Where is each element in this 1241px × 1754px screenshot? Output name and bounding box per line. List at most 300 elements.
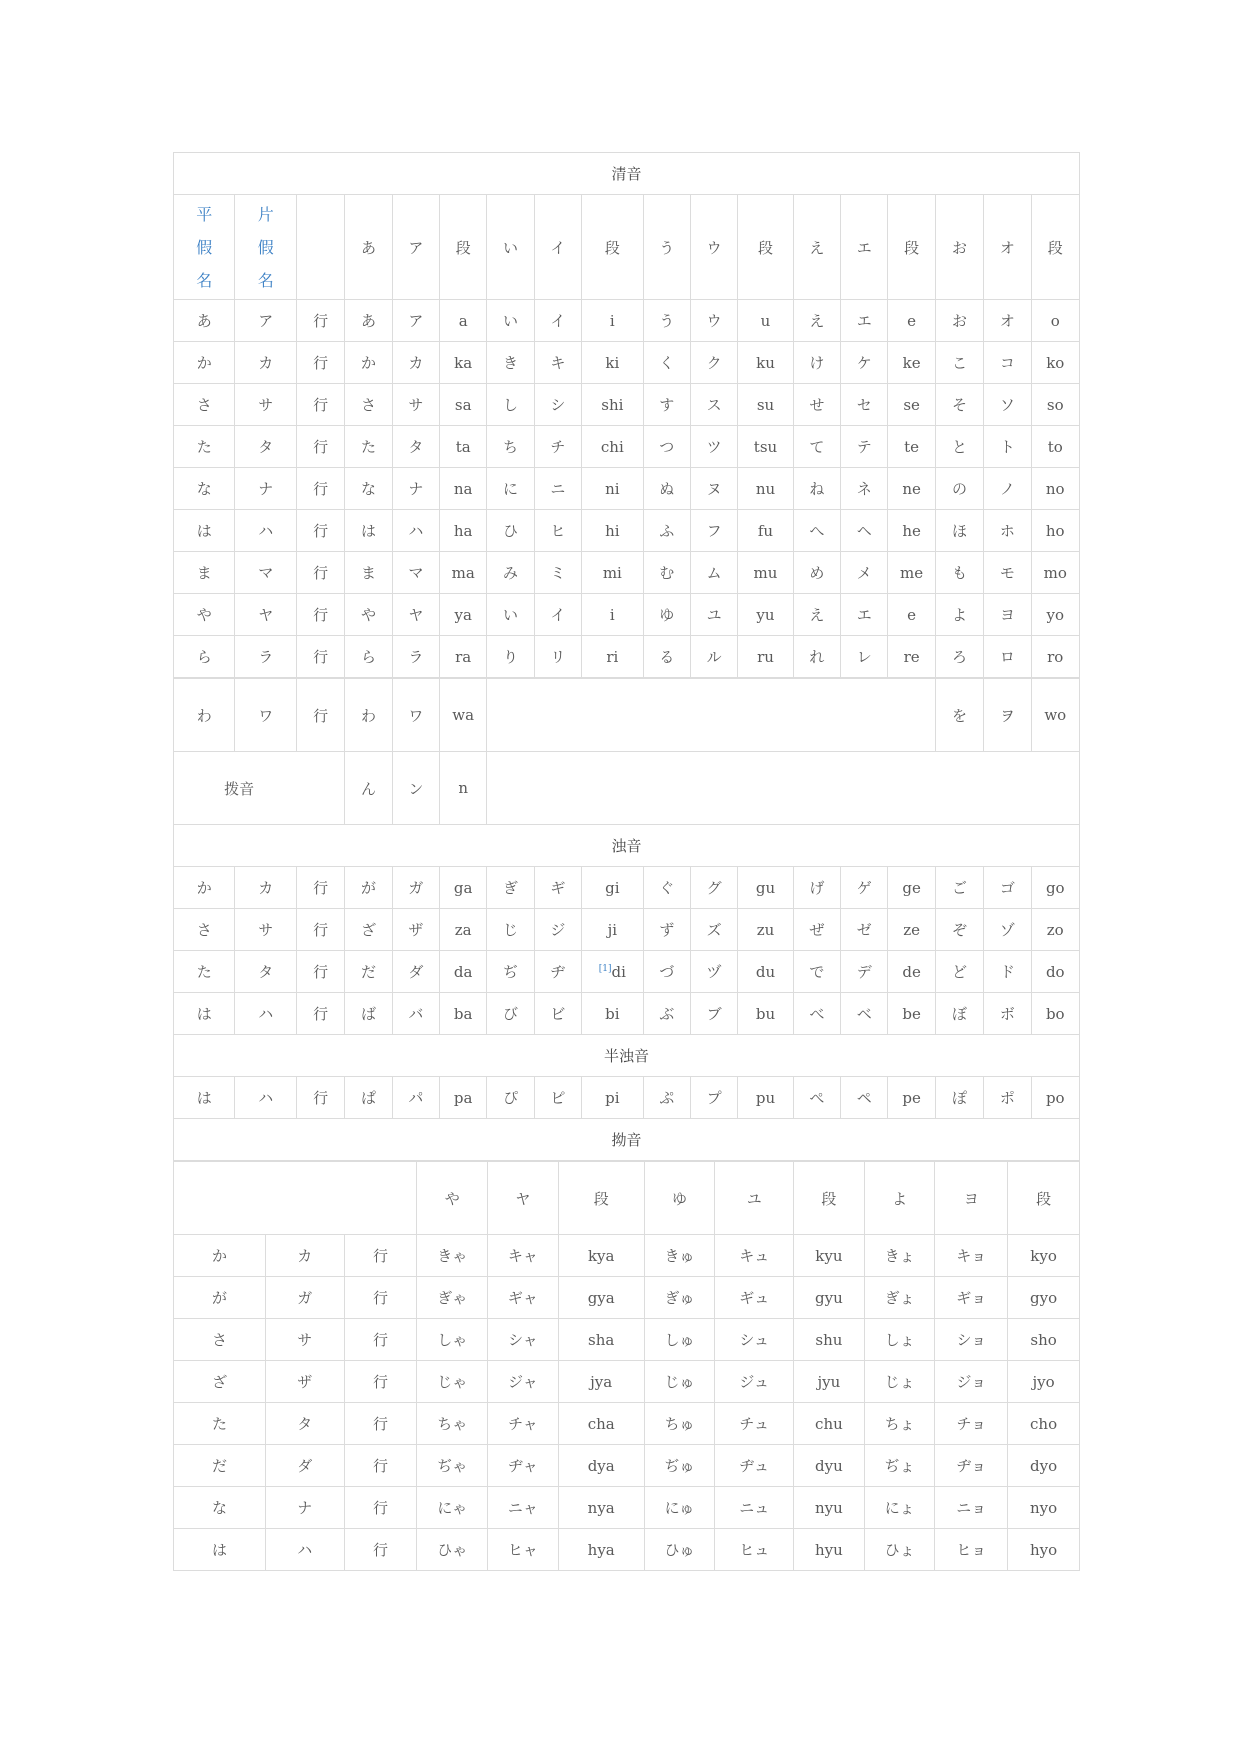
- cell: モ: [984, 552, 1031, 594]
- cell: チュ: [715, 1403, 794, 1445]
- cell: フ: [690, 510, 737, 552]
- cell: 行: [344, 1235, 417, 1277]
- cell: サ: [265, 1319, 344, 1361]
- cell: ぢょ: [864, 1445, 935, 1487]
- cell: は: [174, 1529, 266, 1571]
- cell: ハ: [235, 510, 296, 552]
- table-row: [174, 552, 1080, 594]
- table-row: [174, 426, 1080, 468]
- cell: え: [793, 300, 840, 342]
- cell: ゴ: [984, 867, 1031, 909]
- cell: げ: [793, 867, 840, 909]
- seion-extra-table: [173, 678, 1080, 1161]
- cell: 行: [344, 1277, 417, 1319]
- cell: イ: [534, 594, 581, 636]
- cell: ほ: [935, 510, 983, 552]
- cell: 行: [296, 594, 344, 636]
- cell: る: [643, 636, 690, 678]
- cell: de: [888, 951, 935, 993]
- cell: ヅ: [690, 951, 737, 993]
- cell: ぐ: [643, 867, 690, 909]
- cell: 行: [296, 909, 344, 951]
- cell: や: [345, 594, 392, 636]
- table-row: [174, 510, 1080, 552]
- cell: ヤ: [235, 594, 296, 636]
- katakana-header-char: 名: [257, 270, 274, 290]
- katakana-header-char: 片: [257, 204, 274, 224]
- cell: さ: [345, 384, 392, 426]
- cell: グ: [690, 867, 737, 909]
- cell: ヒョ: [935, 1529, 1008, 1571]
- cell: gyo: [1008, 1277, 1080, 1319]
- cell: ギュ: [715, 1277, 794, 1319]
- cell: wa: [440, 679, 487, 752]
- cell: ハ: [235, 1077, 296, 1119]
- cell: cho: [1008, 1403, 1080, 1445]
- cell: ス: [690, 384, 737, 426]
- cell: ベ: [841, 993, 888, 1035]
- cell: mu: [738, 552, 793, 594]
- cell: ニュ: [715, 1487, 794, 1529]
- column-header: 段: [558, 1162, 644, 1235]
- cell: 行: [296, 867, 344, 909]
- cell: は: [345, 510, 392, 552]
- cell: く: [643, 342, 690, 384]
- cell: ゼ: [841, 909, 888, 951]
- cell: ぷ: [643, 1077, 690, 1119]
- table-row: [174, 1487, 1080, 1529]
- cell: ザ: [392, 909, 439, 951]
- cell: sho: [1008, 1319, 1080, 1361]
- cell: パ: [392, 1077, 439, 1119]
- cell: su: [738, 384, 793, 426]
- cell: テ: [841, 426, 888, 468]
- cell: よ: [935, 594, 983, 636]
- cell: ya: [440, 594, 487, 636]
- cell: ポ: [984, 1077, 1031, 1119]
- cell: ゆ: [643, 594, 690, 636]
- cell: shu: [794, 1319, 865, 1361]
- cell: sha: [558, 1319, 644, 1361]
- cell: べ: [793, 993, 840, 1035]
- cell: 行: [296, 426, 344, 468]
- cell: bo: [1031, 993, 1079, 1035]
- cell: ナ: [235, 468, 296, 510]
- cell: 行: [344, 1403, 417, 1445]
- cell: jyu: [794, 1361, 865, 1403]
- cell: きゃ: [417, 1235, 488, 1277]
- cell: ho: [1031, 510, 1080, 552]
- cell: 行: [296, 342, 344, 384]
- cell: い: [487, 594, 534, 636]
- cell: me: [888, 552, 935, 594]
- cell: be: [888, 993, 935, 1035]
- table-row: [174, 1235, 1080, 1277]
- cell: エ: [841, 300, 888, 342]
- cell: ち: [487, 426, 534, 468]
- cell: チ: [534, 426, 581, 468]
- cell: o: [1031, 300, 1080, 342]
- cell: ギョ: [935, 1277, 1008, 1319]
- cell: ナ: [392, 468, 439, 510]
- cell: nya: [558, 1487, 644, 1529]
- column-header: 段: [582, 195, 643, 300]
- cell: ヒ: [534, 510, 581, 552]
- cell: chu: [794, 1403, 865, 1445]
- cell: hyu: [794, 1529, 865, 1571]
- cell: jya: [558, 1361, 644, 1403]
- cell: ラ: [392, 636, 439, 678]
- column-header: や: [417, 1162, 488, 1235]
- cell: ヌ: [690, 468, 737, 510]
- cell: ぢゅ: [644, 1445, 715, 1487]
- cell: ガ: [392, 867, 439, 909]
- cell: カ: [235, 342, 296, 384]
- cell: ニ: [534, 468, 581, 510]
- cell: マ: [235, 552, 296, 594]
- cell: ku: [738, 342, 793, 384]
- cell: go: [1031, 867, 1079, 909]
- cell: ki: [582, 342, 643, 384]
- cell: ド: [984, 951, 1031, 993]
- cell: に: [487, 468, 534, 510]
- cell: チョ: [935, 1403, 1008, 1445]
- cell: bu: [738, 993, 793, 1035]
- cell: ト: [984, 426, 1031, 468]
- cell: メ: [841, 552, 888, 594]
- cell: ぺ: [793, 1077, 840, 1119]
- cell: は: [174, 510, 235, 552]
- cell: i: [582, 300, 643, 342]
- cell: e: [888, 594, 935, 636]
- cell: の: [935, 468, 983, 510]
- cell: da: [440, 951, 487, 993]
- cell: ヲ: [984, 679, 1031, 752]
- cell: た: [174, 1403, 266, 1445]
- table-row: [174, 1277, 1080, 1319]
- cell: ぢゃ: [417, 1445, 488, 1487]
- cell: は: [174, 993, 235, 1035]
- cell: リ: [534, 636, 581, 678]
- cell: サ: [235, 384, 296, 426]
- seion-table: [173, 152, 1080, 678]
- cell: れ: [793, 636, 840, 678]
- table-row: [174, 951, 1080, 993]
- cell: ハ: [392, 510, 439, 552]
- cell: ブ: [690, 993, 737, 1035]
- youon-header-row: [174, 1162, 1080, 1235]
- cell: あ: [174, 300, 235, 342]
- cell: ホ: [984, 510, 1031, 552]
- cell: ロ: [984, 636, 1031, 678]
- column-header: 段: [794, 1162, 865, 1235]
- cell: ra: [440, 636, 487, 678]
- cell: キャ: [488, 1235, 559, 1277]
- cell: キ: [534, 342, 581, 384]
- cell: ke: [888, 342, 935, 384]
- cell: 行: [296, 1077, 344, 1119]
- cell: こ: [935, 342, 983, 384]
- cell: ze: [888, 909, 935, 951]
- cell: fu: [738, 510, 793, 552]
- cell: た: [174, 951, 235, 993]
- cell: タ: [392, 426, 439, 468]
- hiragana-header-char: 假: [196, 237, 213, 257]
- cell: きゅ: [644, 1235, 715, 1277]
- cell: キョ: [935, 1235, 1008, 1277]
- cell: な: [345, 468, 392, 510]
- cell: ta: [440, 426, 487, 468]
- cell: コ: [984, 342, 1031, 384]
- cell: no: [1031, 468, 1080, 510]
- cell: ク: [690, 342, 737, 384]
- cell: ろ: [935, 636, 983, 678]
- cell: て: [793, 426, 840, 468]
- cell: kya: [558, 1235, 644, 1277]
- cell: ネ: [841, 468, 888, 510]
- cell: が: [174, 1277, 266, 1319]
- cell: pe: [888, 1077, 935, 1119]
- table-row: [174, 867, 1080, 909]
- katakana-header-link[interactable]: [235, 195, 296, 300]
- cell: レ: [841, 636, 888, 678]
- cell: め: [793, 552, 840, 594]
- cell: nyu: [794, 1487, 865, 1529]
- cell: そ: [935, 384, 983, 426]
- cell: 行: [344, 1529, 417, 1571]
- header-empty-cell: [296, 195, 344, 300]
- cell: か: [174, 867, 235, 909]
- table-row: [174, 342, 1080, 384]
- cell: ヂュ: [715, 1445, 794, 1487]
- cell: ko: [1031, 342, 1080, 384]
- cell: kyu: [794, 1235, 865, 1277]
- cell: hyo: [1008, 1529, 1080, 1571]
- column-header: お: [935, 195, 983, 300]
- cell: た: [174, 426, 235, 468]
- cell: ワ: [235, 679, 296, 752]
- column-header: オ: [984, 195, 1031, 300]
- cell: を: [935, 679, 983, 752]
- cell: ヨ: [984, 594, 1031, 636]
- cell: ざ: [345, 909, 392, 951]
- cell: ヤ: [392, 594, 439, 636]
- cell: カ: [235, 867, 296, 909]
- cell: [582, 951, 643, 993]
- cell: he: [888, 510, 935, 552]
- cell: マ: [392, 552, 439, 594]
- cell: ア: [235, 300, 296, 342]
- cell: du: [738, 951, 793, 993]
- cell: ヂョ: [935, 1445, 1008, 1487]
- cell: 行: [296, 300, 344, 342]
- cell: な: [174, 1487, 266, 1529]
- cell: つ: [643, 426, 690, 468]
- cell: 行: [344, 1361, 417, 1403]
- cell: か: [174, 1235, 266, 1277]
- cell: へ: [793, 510, 840, 552]
- cell: も: [935, 552, 983, 594]
- cell: タ: [265, 1403, 344, 1445]
- cell: zu: [738, 909, 793, 951]
- section-title-dakuon: 浊音: [174, 825, 1080, 867]
- hiragana-header-link[interactable]: [174, 195, 235, 300]
- table-row: [174, 1445, 1080, 1487]
- cell: ル: [690, 636, 737, 678]
- cell: ぞ: [935, 909, 983, 951]
- cell: タ: [235, 426, 296, 468]
- cell: ら: [174, 636, 235, 678]
- cell: け: [793, 342, 840, 384]
- cell: し: [487, 384, 534, 426]
- cell: to: [1031, 426, 1080, 468]
- cell: ど: [935, 951, 983, 993]
- cell: ワ: [392, 679, 439, 752]
- empty-span-cell: [487, 679, 935, 752]
- cell: ば: [345, 993, 392, 1035]
- cell: オ: [984, 300, 1031, 342]
- cell: ア: [392, 300, 439, 342]
- cell: た: [345, 426, 392, 468]
- cell: 行: [296, 468, 344, 510]
- cell: ri: [582, 636, 643, 678]
- column-header: ア: [392, 195, 439, 300]
- cell: dyu: [794, 1445, 865, 1487]
- table-row: [174, 1077, 1080, 1119]
- cell: ニョ: [935, 1487, 1008, 1529]
- table-row: [174, 636, 1080, 678]
- cell: ga: [440, 867, 487, 909]
- cell: ヂ: [534, 951, 581, 993]
- table-row: [174, 993, 1080, 1035]
- cell: う: [643, 300, 690, 342]
- cell: か: [345, 342, 392, 384]
- cell: wo: [1031, 679, 1079, 752]
- cell: ぼ: [935, 993, 983, 1035]
- cell: ガ: [265, 1277, 344, 1319]
- cell: だ: [345, 951, 392, 993]
- cell: ちゃ: [417, 1403, 488, 1445]
- cell: ぎょ: [864, 1277, 935, 1319]
- cell: シャ: [488, 1319, 559, 1361]
- section-title-youon: 拗音: [174, 1119, 1080, 1161]
- cell-text: di: [611, 962, 626, 981]
- cell: じゅ: [644, 1361, 715, 1403]
- kana-chart: [173, 152, 1080, 1571]
- cell: エ: [841, 594, 888, 636]
- cell: gi: [582, 867, 643, 909]
- column-header: 段: [888, 195, 935, 300]
- cell: ギ: [534, 867, 581, 909]
- cell: じ: [487, 909, 534, 951]
- cell: 行: [344, 1319, 417, 1361]
- cell: ペ: [841, 1077, 888, 1119]
- cell: 行: [344, 1445, 417, 1487]
- cell: ジ: [534, 909, 581, 951]
- cell: 行: [296, 384, 344, 426]
- cell: み: [487, 552, 534, 594]
- cell: ヘ: [841, 510, 888, 552]
- cell: あ: [345, 300, 392, 342]
- cell: ちゅ: [644, 1403, 715, 1445]
- cell: が: [345, 867, 392, 909]
- cell: や: [174, 594, 235, 636]
- cell: り: [487, 636, 534, 678]
- cell: pi: [582, 1077, 643, 1119]
- table-row: [174, 1361, 1080, 1403]
- cell: ハ: [235, 993, 296, 1035]
- cell: き: [487, 342, 534, 384]
- cell: ぴ: [487, 1077, 534, 1119]
- cell: お: [935, 300, 983, 342]
- column-header: ウ: [690, 195, 737, 300]
- cell: タ: [235, 951, 296, 993]
- cell: サ: [392, 384, 439, 426]
- cell: so: [1031, 384, 1080, 426]
- cell: チャ: [488, 1403, 559, 1445]
- footnote-link[interactable]: [1]: [598, 963, 612, 974]
- cell: ひゅ: [644, 1529, 715, 1571]
- cell: ba: [440, 993, 487, 1035]
- cell: re: [888, 636, 935, 678]
- column-header: ユ: [715, 1162, 794, 1235]
- cell: む: [643, 552, 690, 594]
- cell: ミ: [534, 552, 581, 594]
- cell: しょ: [864, 1319, 935, 1361]
- table-row: [174, 300, 1080, 342]
- cell: イ: [534, 300, 581, 342]
- cell: ピ: [534, 1077, 581, 1119]
- table-row: [174, 384, 1080, 426]
- cell: ひゃ: [417, 1529, 488, 1571]
- table-row: [174, 1319, 1080, 1361]
- cell: ジュ: [715, 1361, 794, 1403]
- cell: さ: [174, 909, 235, 951]
- cell: サ: [235, 909, 296, 951]
- cell: づ: [643, 951, 690, 993]
- cell: さ: [174, 384, 235, 426]
- cell: ノ: [984, 468, 1031, 510]
- column-header: イ: [534, 195, 581, 300]
- cell: わ: [345, 679, 392, 752]
- cell: きょ: [864, 1235, 935, 1277]
- cell: しゃ: [417, 1319, 488, 1361]
- cell: za: [440, 909, 487, 951]
- column-header: よ: [864, 1162, 935, 1235]
- cell: 行: [296, 510, 344, 552]
- cell: セ: [841, 384, 888, 426]
- column-header: い: [487, 195, 534, 300]
- cell: ヒュ: [715, 1529, 794, 1571]
- cell: か: [174, 342, 235, 384]
- cell: バ: [392, 993, 439, 1035]
- cell: ひ: [487, 510, 534, 552]
- cell: yu: [738, 594, 793, 636]
- cell: ひょ: [864, 1529, 935, 1571]
- cell: dya: [558, 1445, 644, 1487]
- cell: ぶ: [643, 993, 690, 1035]
- cell: ぎゅ: [644, 1277, 715, 1319]
- cell: ビ: [534, 993, 581, 1035]
- cell: さ: [174, 1319, 266, 1361]
- cell: ne: [888, 468, 935, 510]
- cell: te: [888, 426, 935, 468]
- cell: e: [888, 300, 935, 342]
- cell: ro: [1031, 636, 1080, 678]
- cell: zo: [1031, 909, 1079, 951]
- cell: ギャ: [488, 1277, 559, 1319]
- table-row: [174, 468, 1080, 510]
